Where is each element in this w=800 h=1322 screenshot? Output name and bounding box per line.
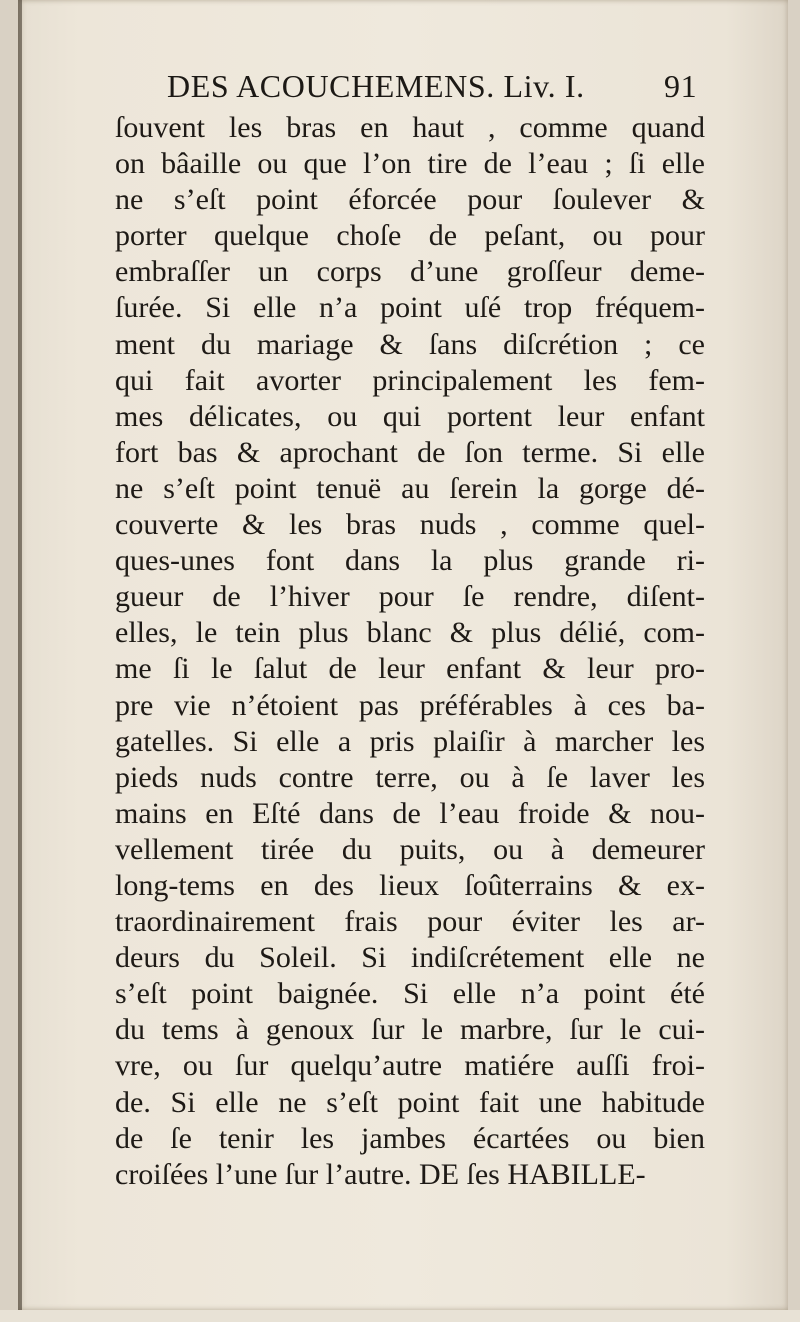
text-line: ne s’eſt point éforcée pour ſoulever & [115, 183, 705, 217]
text-line: ment du mariage & ſans diſcrétion ; ce [115, 327, 705, 361]
text-line: vre, ou ſur quelqu’autre matiére auſſi froi- [115, 1049, 705, 1083]
text-line: fort bas & aprochant de ſon terme. Si elle [115, 435, 705, 469]
text-line: de. Si elle ne s’eſt point fait une habitude [115, 1085, 705, 1119]
page-bottom-margin [0, 1310, 800, 1322]
text-line: gatelles. Si elle a pris plaiſir à marcher les [115, 724, 705, 758]
text-line: traordinairement frais pour éviter les ar- [115, 905, 705, 939]
text-line: deurs du Soleil. Si indiſcrétement elle ne [115, 941, 705, 975]
page-gutter-edge [18, 0, 22, 1310]
text-line: de ſe tenir les jambes écartées ou bien [115, 1121, 705, 1155]
text-line: vellement tirée du puits, ou à demeurer [115, 832, 705, 866]
body-text [115, 110, 705, 1193]
text-line: pieds nuds contre terre, ou à ſe laver les [115, 760, 705, 794]
text-line: porter quelque choſe de peſant, ou pour [115, 219, 705, 253]
text-line: on bâaille ou que l’on tire de l’eau ; ſi elle [115, 147, 705, 181]
text-line: me ſi le ſalut de leur enfant & leur pro- [115, 652, 705, 686]
text-line: mes délicates, ou qui portent leur enfant [115, 399, 705, 433]
text-line: ſurée. Si elle n’a point uſé trop fréquem- [115, 291, 705, 325]
text-line: croiſées l’une ſur l’autre. DE ſes HABILLE- [115, 1157, 646, 1191]
running-title: DES ACOUCHEMENS. Liv. I. [167, 68, 585, 104]
text-line: elles, le tein plus blanc & plus délié, com- [115, 616, 705, 650]
text-line: ques-unes font dans la plus grande ri- [115, 544, 705, 578]
text-line: couverte & les bras nuds , comme quel- [115, 508, 705, 542]
text-line: ne s’eſt point tenuë au ſerein la gorge dé- [115, 471, 705, 505]
text-line: qui fait avorter principalement les fem- [115, 363, 705, 397]
text-line: embraſſer un corps d’une groſſeur deme- [115, 255, 705, 289]
text-line: ſouvent les bras en haut , comme quand [115, 111, 705, 144]
page-number: 91 [664, 68, 698, 104]
text-line: pre vie n’étoient pas préférables à ces ba- [115, 688, 705, 722]
text-line: s’eſt point baignée. Si elle n’a point été [115, 977, 705, 1011]
text-line: long-tems en des lieux ſoûterrains & ex- [115, 868, 705, 902]
text-line: mains en Eſté dans de l’eau froide & nou- [115, 796, 705, 830]
text-line: du tems à genoux ſur le marbre, ſur le cui- [115, 1013, 705, 1047]
text-line: gueur de l’hiver pour ſe rendre, diſent- [115, 580, 705, 614]
page-header [167, 68, 707, 110]
